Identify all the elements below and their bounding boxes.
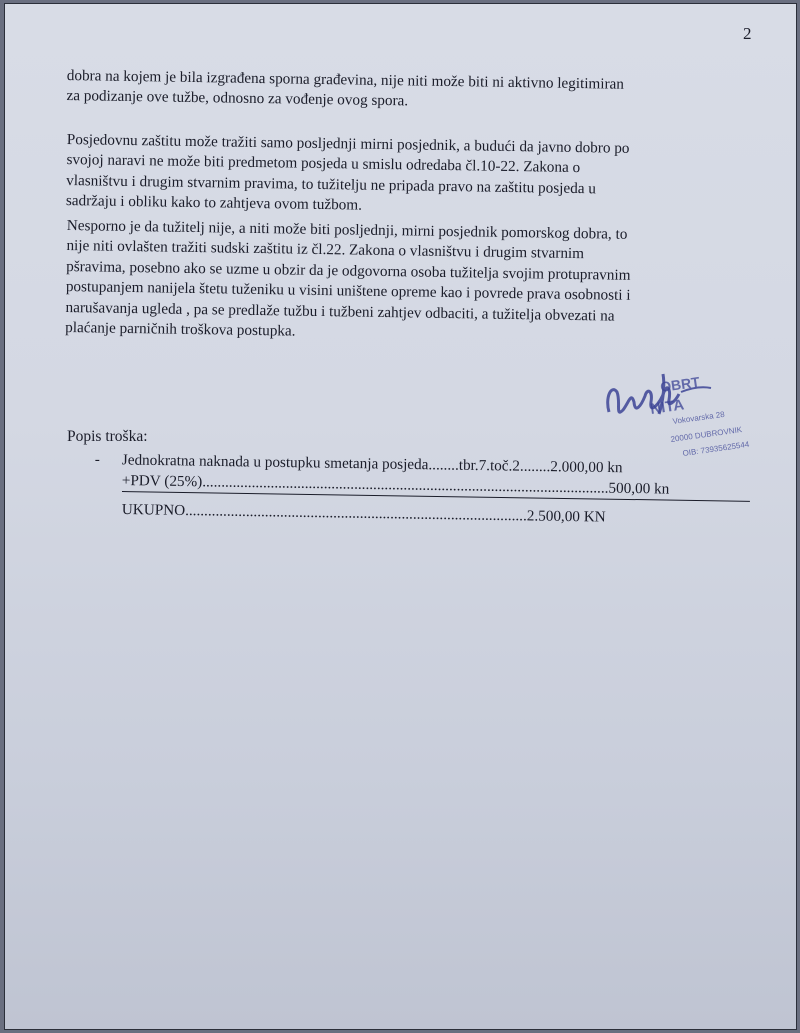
paragraph-2	[66, 130, 630, 220]
stamp-text: NITA	[649, 396, 686, 418]
text-line: Posjedovnu zaštitu može tražiti samo posljednji mirni posjednik, a budući da javno dobro po	[66, 130, 630, 157]
cost-total	[122, 501, 606, 527]
costs-title: Popis troška:	[67, 428, 148, 445]
cost-item-text: Jednokratna naknada u postupku smetanja posjeda........tbr.7.toč.2........2.000,00 kn	[121, 451, 623, 477]
text-line: vlasništvu i drugim stvarnim pravima, to tužitelju ne pripada pravo na zaštitu posjeda u	[66, 171, 597, 198]
text-line: plaćanje parničnih troškova postupka.	[65, 319, 296, 340]
stamp-text: Vokovarska 28	[672, 409, 726, 426]
text-line: postupanjem nanijela štetu tuženiku u visini uništene opreme kao i povrede prava osobnosti i	[65, 278, 631, 305]
text-line: pšravima, posebno ako se uzme u obzir da je odgovorna osoba tužitelja svojim protupravnim	[66, 257, 631, 284]
cost-total-text: UKUPNO..........................................................................................2.500,00 KN	[121, 501, 606, 526]
text-line: sadržaju i obliku kako to zahtjeva ovom tužbom.	[65, 192, 363, 214]
page-number: 2	[743, 24, 752, 43]
text-line: svojoj naravi ne može biti predmetom posjeda u smislu odredaba čl.10-22. Zakona o	[66, 151, 581, 177]
cost-item-text: +PDV (25%)...........................................................................................................500,00 kn	[121, 472, 670, 498]
paragraph-1	[66, 66, 624, 116]
text-line: Nesporno je da tužitelj nije, a niti može biti posljednji, mirni posjednik pomorskog dobra, to	[66, 216, 628, 243]
company-stamp	[601, 362, 776, 462]
document-page	[4, 3, 797, 1030]
text-line: dobra na kojem je bila izgrađena sporna građevina, nije niti može biti ni aktivno legitimiran	[66, 66, 625, 93]
stamp-text: 20000 DUBROVNIK	[670, 425, 743, 444]
stamp-text: OIB: 73935625544	[682, 439, 750, 458]
text-line: za podizanje ove tužbe, odnosno za vođenje ovog spora.	[66, 87, 409, 110]
text-line: nije niti ovlašten tražiti sudski zaštitu iz čl.22. Zakona o vlasništvu i drugim stvarnim	[66, 237, 585, 263]
stamp-text: OBRT	[659, 373, 701, 395]
paragraph-3	[65, 216, 632, 347]
list-bullet: -	[94, 451, 101, 469]
text-line: narušavanja ugleda , pa se predlaže tužbu i tužbeni zahtjev odbaciti, a tužitelja obvezati na	[65, 298, 615, 325]
